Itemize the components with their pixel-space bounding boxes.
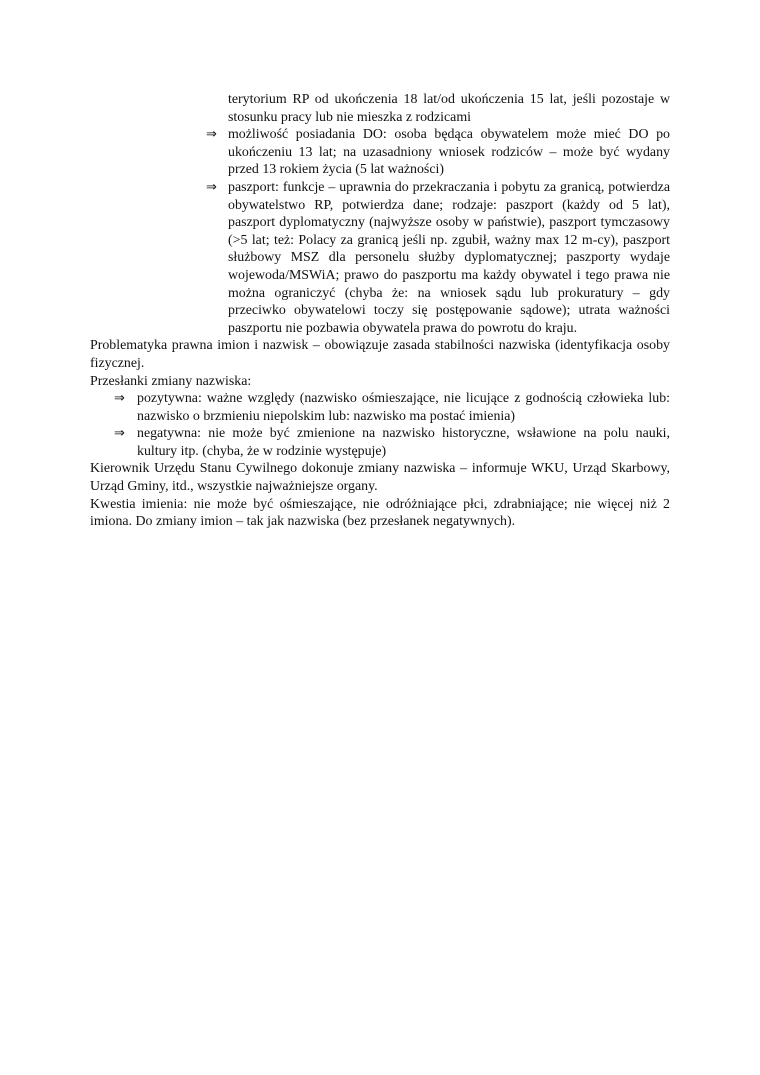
problem-paragraph: Problematyka prawna imion i nazwisk – obowiązuje zasada stabilności nazwiska (identyfikacja osoby fizycznej. xyxy=(90,338,670,371)
list-item-id-card xyxy=(90,126,670,179)
list-item-text: negatywna: nie może być zmienione na nazwisko historyczne, wsławione na polu nauki, kultury itp. (chyba, że w rodzinie występuje) xyxy=(137,426,670,459)
registrar-paragraph: Kierownik Urzędu Stanu Cywilnego dokonuje zmiany nazwiska – informuje WKU, Urząd Skarbowy, Urząd Gminy, itd., wszystkie najważniejsze organy. xyxy=(90,461,670,495)
intro-continuation: terytorium RP od ukończenia 18 lat/od ukończenia 15 lat, jeśli pozostaje w stosunku pracy lub nie mieszka z rodzicami xyxy=(228,92,670,125)
document-body xyxy=(90,91,670,531)
first-name-paragraph: Kwestia imienia: nie może być ośmieszające, nie odróżniające płci, zdrabniające; nie więcej niż 2 imiona. Do zmiany imion – tak jak nazwiska (bez przesłanek negatywnych). xyxy=(90,496,670,530)
list-item-passport xyxy=(90,179,670,337)
implies-arrow-icon: ⇒ xyxy=(114,391,125,407)
implies-arrow-icon: ⇒ xyxy=(206,127,217,143)
premises-heading: Przesłanki zmiany nazwiska: xyxy=(90,373,252,389)
list-item-text: możliwość posiadania DO: osoba będąca obywatelem może mieć DO po ukończeniu 13 lat; na uzasadniony wniosek rodziców – może być wydany przed 13 rokiem życia (5 lat ważności) xyxy=(228,127,670,178)
list-item-text: paszport: funkcje – uprawnia do przekraczania i pobytu za granicą, potwierdza obywatelstwo RP, potwierdza dane; rodzaje: paszport (każdy od 5 lat), paszport dyplomatyczny (najwyższe osoby w państwie), paszport tymczasowy (>5 lat; też: Polacy za granicą jeśli np. zgubił, ważny max 12 m-cy), paszport służbowy MSZ dla personelu służby dyplomatycznej; paszporty wydaje wojewoda/MSWiA; prawo do paszportu ma każdy obywatel i tego prawa nie można ograniczyć (chyba że: na wniosek sądu lub prokuratury – gdy przeciwko obywatelowi toczy się postępowanie sądowe); utrata ważności paszportu nie pozbawia obywatela prawa do powrotu do kraju. xyxy=(228,179,670,336)
list-item-text: pozytywna: ważne względy (nazwisko ośmieszające, nie licujące z godnością człowieka lub: nazwisko o brzmieniu niepolskim lub: nazwisko ma postać imienia) xyxy=(137,391,670,424)
implies-arrow-icon: ⇒ xyxy=(114,426,125,442)
list-item-negative xyxy=(90,425,670,460)
list-item-positive xyxy=(90,390,670,425)
implies-arrow-icon: ⇒ xyxy=(206,179,217,195)
